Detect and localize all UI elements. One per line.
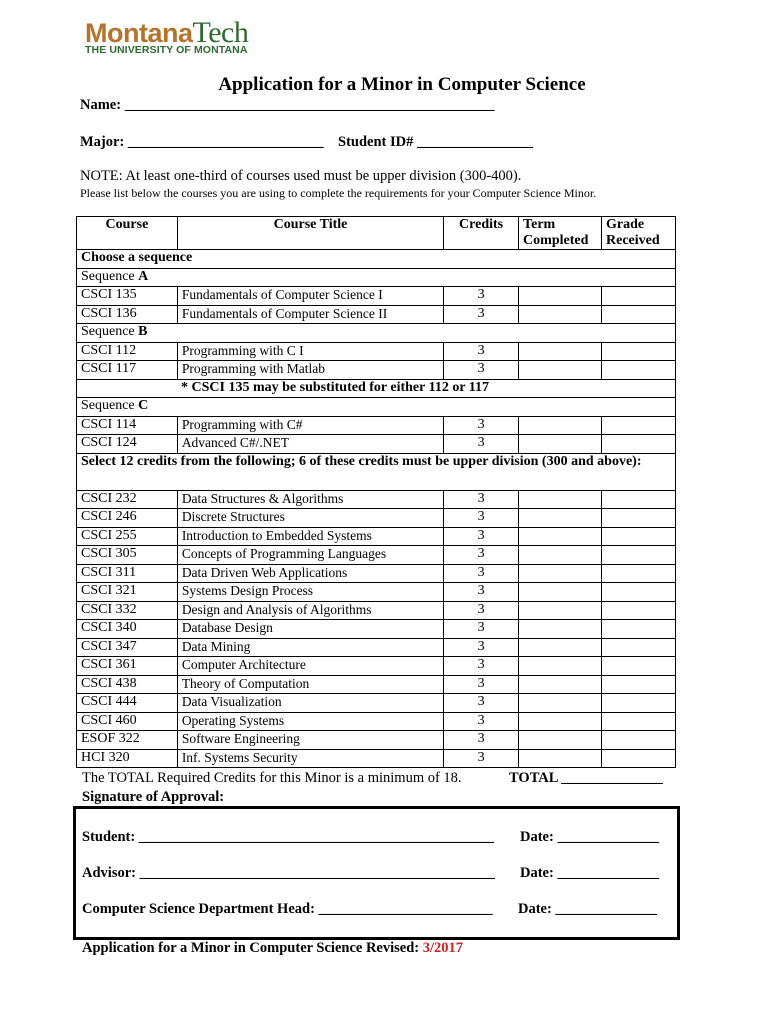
term-completed-cell[interactable] [519,287,602,306]
sequence-c-label: Sequence C [77,398,676,417]
course-title: Data Structures & Algorithms [177,490,443,509]
course-row [77,601,676,620]
name-field[interactable]: Name: ___________________________________________________ [80,97,495,113]
grade-received-cell[interactable] [602,342,676,361]
term-completed-cell[interactable] [519,546,602,565]
grade-received-cell[interactable] [602,638,676,657]
student-signature-field[interactable]: Student: _________________________________________________ [82,829,495,845]
term-completed-cell[interactable] [519,675,602,694]
course-row [77,731,676,750]
sequence-b-row [77,324,676,343]
course-code: CSCI 135 [77,287,178,306]
grade-received-cell[interactable] [602,620,676,639]
course-credits: 3 [444,527,519,546]
term-completed-cell[interactable] [519,583,602,602]
course-credits: 3 [444,416,519,435]
course-credits: 3 [444,564,519,583]
table-header-row [77,217,676,250]
course-row [77,305,676,324]
course-row [77,675,676,694]
course-credits: 3 [444,731,519,750]
course-title: Software Engineering [177,731,443,750]
substitute-note-row [77,379,676,398]
course-code: ESOF 322 [77,731,178,750]
term-completed-cell[interactable] [519,305,602,324]
course-title: Introduction to Embedded Systems [177,527,443,546]
course-credits: 3 [444,361,519,380]
course-title: Computer Architecture [177,657,443,676]
course-code: CSCI 321 [77,583,178,602]
course-row [77,694,676,713]
grade-received-cell[interactable] [602,583,676,602]
course-row [77,657,676,676]
grade-received-cell[interactable] [602,287,676,306]
course-title: Data Visualization [177,694,443,713]
course-row [77,435,676,454]
course-credits: 3 [444,342,519,361]
course-credits: 3 [444,638,519,657]
footer-text: Application for a Minor in Computer Science Revised: [82,940,423,956]
choose-sequence-label: Choose a sequence [77,250,676,269]
course-title: Data Driven Web Applications [177,564,443,583]
course-row [77,564,676,583]
header-grade-received: Grade Received [602,217,676,250]
student-date-field[interactable]: Date: ______________ [520,829,659,845]
revision-date: 3/2017 [422,940,464,956]
logo-text-tech: Tech [192,16,249,49]
student-id-field[interactable]: Student ID# ________________ [338,134,533,150]
grade-received-cell[interactable] [602,305,676,324]
course-row [77,287,676,306]
course-title: Operating Systems [177,712,443,731]
course-title: Inf. Systems Security [177,749,443,768]
course-title: Programming with C# [177,416,443,435]
footer [82,940,463,957]
course-title: Programming with C I [177,342,443,361]
term-completed-cell[interactable] [519,731,602,750]
department-head-signature-field[interactable]: Computer Science Department Head: ________________________ [82,901,493,917]
substitute-note: * CSCI 135 may be substituted for either 112 or 117 [77,379,676,398]
grade-received-cell[interactable] [602,361,676,380]
course-credits: 3 [444,490,519,509]
grade-received-cell[interactable] [602,601,676,620]
course-credits: 3 [444,675,519,694]
course-credits: 3 [444,749,519,768]
course-title: Design and Analysis of Algorithms [177,601,443,620]
course-row [77,527,676,546]
course-title: Advanced C#/.NET [177,435,443,454]
choose-sequence-row [77,250,676,269]
header-course-title: Course Title [177,217,443,250]
course-code: CSCI 311 [77,564,178,583]
course-credits: 3 [444,712,519,731]
grade-received-cell[interactable] [602,749,676,768]
course-row [77,712,676,731]
term-completed-cell[interactable] [519,638,602,657]
course-code: CSCI 444 [77,694,178,713]
grade-received-cell[interactable] [602,694,676,713]
sequence-b-label: Sequence B [77,324,676,343]
select-electives-row [77,453,676,490]
total-required-text: The TOTAL Required Credits for this Minor is a minimum of 18. [82,770,462,786]
course-code: CSCI 438 [77,675,178,694]
grade-received-cell[interactable] [602,564,676,583]
course-row [77,509,676,528]
major-field[interactable]: Major: ___________________________ [80,134,324,150]
course-code: CSCI 232 [77,490,178,509]
course-credits: 3 [444,620,519,639]
term-completed-cell[interactable] [519,527,602,546]
grade-received-cell[interactable] [602,657,676,676]
course-title: Discrete Structures [177,509,443,528]
course-code: CSCI 255 [77,527,178,546]
advisor-date-field[interactable]: Date: ______________ [520,865,659,881]
course-title: Programming with Matlab [177,361,443,380]
course-row [77,749,676,768]
signature-box [73,806,680,940]
signature-heading: Signature of Approval: [82,789,225,805]
term-completed-cell[interactable] [519,712,602,731]
logo-subtitle: THE UNIVERSITY OF MONTANA [85,44,248,56]
header-term-completed: Term Completed [519,217,602,250]
course-row [77,620,676,639]
instructions-text: Please list below the courses you are using to complete the requirements for your Computer Science Minor. [80,186,597,200]
term-completed-cell[interactable] [519,694,602,713]
grade-received-cell[interactable] [602,731,676,750]
course-row [77,416,676,435]
course-row [77,342,676,361]
course-credits: 3 [444,601,519,620]
term-completed-cell[interactable] [519,657,602,676]
course-credits: 3 [444,305,519,324]
term-completed-cell[interactable] [519,416,602,435]
term-completed-cell[interactable] [519,509,602,528]
grade-received-cell[interactable] [602,416,676,435]
course-title: Data Mining [177,638,443,657]
logo-text-montana: Montana [85,18,193,48]
course-credits: 3 [444,546,519,565]
term-completed-cell[interactable] [519,620,602,639]
grade-received-cell[interactable] [602,675,676,694]
course-title: Theory of Computation [177,675,443,694]
course-row [77,361,676,380]
course-title: Fundamentals of Computer Science II [177,305,443,324]
course-code: CSCI 124 [77,435,178,454]
course-code: CSCI 117 [77,361,178,380]
course-credits: 3 [444,435,519,454]
note-text: NOTE: At least one-third of courses used must be upper division (300-400). [80,168,522,184]
grade-received-cell[interactable] [602,509,676,528]
course-code: CSCI 246 [77,509,178,528]
course-code: CSCI 460 [77,712,178,731]
header-course: Course [77,217,178,250]
course-title: Systems Design Process [177,583,443,602]
course-row [77,638,676,657]
total-field[interactable]: TOTAL ______________ [509,770,663,786]
course-title: Fundamentals of Computer Science I [177,287,443,306]
course-credits: 3 [444,287,519,306]
grade-received-cell[interactable] [602,527,676,546]
course-code: CSCI 361 [77,657,178,676]
term-completed-cell[interactable] [519,490,602,509]
course-code: CSCI 305 [77,546,178,565]
department-head-date-field[interactable]: Date: ______________ [518,901,657,917]
term-completed-cell[interactable] [519,435,602,454]
course-row [77,546,676,565]
course-code: CSCI 136 [77,305,178,324]
course-row [77,490,676,509]
course-title: Concepts of Programming Languages [177,546,443,565]
course-code: CSCI 347 [77,638,178,657]
sequence-c-row [77,398,676,417]
grade-received-cell[interactable] [602,435,676,454]
course-code: CSCI 112 [77,342,178,361]
header-credits: Credits [444,217,519,250]
page-title: Application for a Minor in Computer Science [218,74,586,95]
sequence-a-label: Sequence A [77,268,676,287]
course-code: CSCI 332 [77,601,178,620]
course-credits: 3 [444,509,519,528]
course-code: CSCI 114 [77,416,178,435]
grade-received-cell[interactable] [602,712,676,731]
term-completed-cell[interactable] [519,749,602,768]
sequence-a-row [77,268,676,287]
term-completed-cell[interactable] [519,601,602,620]
advisor-signature-field[interactable]: Advisor: _________________________________________________ [82,865,495,881]
term-completed-cell[interactable] [519,361,602,380]
course-row [77,583,676,602]
term-completed-cell[interactable] [519,564,602,583]
course-code: CSCI 340 [77,620,178,639]
course-credits: 3 [444,583,519,602]
course-code: HCI 320 [77,749,178,768]
grade-received-cell[interactable] [602,546,676,565]
course-credits: 3 [444,694,519,713]
course-table [76,216,676,768]
term-completed-cell[interactable] [519,342,602,361]
grade-received-cell[interactable] [602,490,676,509]
course-title: Database Design [177,620,443,639]
select-electives-text: Select 12 credits from the following; 6 of these credits must be upper division (300 and above): [77,453,676,490]
course-credits: 3 [444,657,519,676]
